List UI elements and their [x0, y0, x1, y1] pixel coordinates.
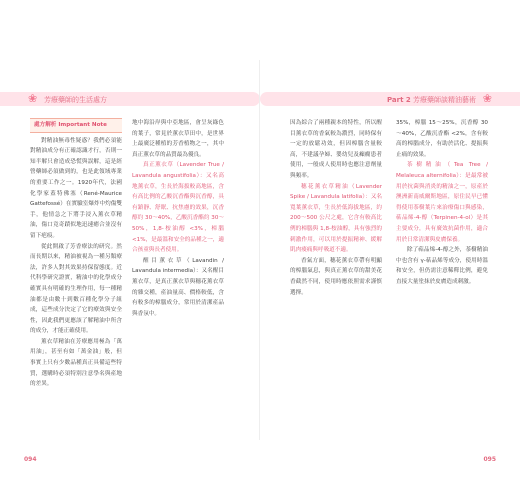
paragraph: 醒目薰衣草（Lavandin / Lavandula intermedia）：又名醒目薰衣草，是真正薰衣草與穗花薰衣草的雜交種，產油量高、價格較低，含有較多的樟腦成分，常用於清潔產品與香氛中。	[132, 257, 224, 317]
paragraph-lavender-spike: 穗花薰衣草精油（Lavender Spike / Lavandula latifolia）：又名寬葉薰衣草，生長於低海拔地區，約 200～500 公尺之處，它含有較高比例的樟腦與 1,8-桉油醇，具有強烈的刺激作用，可以用於提振精神、緩解肌肉痠痛與呼吸道不適。	[290, 183, 382, 254]
paragraph: 因為綜合了兩種親本的特性，所以醒目薰衣草的香氣較為濃烈，同時保有一定的放鬆功效，但因樟腦含量較高，不建議孕婦、嬰幼兒及癲癇患者使用，一般成人使用時也應注意劑量與頻率。	[290, 120, 382, 179]
paragraph: 薰衣草精油在芳療應用極為「萬用油」，甚至有如「萬金油」般，但事實上只有少數品種真正具備這些特質，選購時必須特別注意學名與產地的差異。	[30, 338, 122, 388]
part-label: Part 2	[386, 96, 411, 104]
paragraph: 35%，樟腦 15～25%，沉香醇 30～40%，乙酸沉香酯 <2%，含有較高的樟腦成分，有助於活化、提振與止痛的效果。	[396, 120, 488, 158]
right-page	[260, 0, 520, 500]
right-header	[387, 95, 476, 105]
left-column-2	[132, 118, 224, 448]
paragraph: 從此開啟了芳香療法的研究。然而長期以來，精油被視為一種另類療法，許多人對其效果持保留態度。近代科學研究證實，精油中的化學成分確實具有明確的生理作用，每一種精油都是由數十到數百種化學分子組成，這些成分決定了它的療效與安全性，因此我們更應該了解精油中所含的成分，才能正確使用。	[30, 243, 122, 335]
paragraph-tea-tree: 茶樹精油（Tea Tree / Melaleuca alternifolia）：是最常被用於抗菌與消炎的精油之一，原產於澳洲新南威爾斯地區，原住民早已懂得使用茶樹葉片來治療傷口與感染，萜品烯-4-醇（Terpinen-4-ol）是其主要成分，具有廣效抗菌作用，適合用於日常清潔與皮膚保養。	[396, 162, 488, 243]
paragraph: 除了萜品烯-4-醇之外，茶樹精油中也含有 γ-萜品烯等成分，使用時溫和安全，但仍需注意稀釋比例，避免直接大量塗抹於皮膚造成刺激。	[396, 247, 488, 285]
right-column-2	[396, 118, 488, 448]
paragraph: 香氣方面，穗花薰衣草帶有明顯的樟腦氣息，與真正薰衣草的甜美花香截然不同，使用時應依照需求謹慎選擇。	[290, 257, 382, 296]
right-header-title: 芳療藥師談精油藝術	[413, 96, 476, 104]
right-column-1	[290, 118, 382, 448]
left-header-title: 芳療藥師的生活處方	[44, 96, 107, 104]
paragraph: 對精油無毒性疑惑？我們必須能對精油成分有正確認識才行，否則一知半解只會造成恐慌與誤解，這是經營藥師必須做到的，也是此領域專業的重要工作之一。1920年代，法國化學家蓋特佛塞（René-Maurice Gattefossé）在實驗室爆炸中灼傷雙手，他情急之下將手浸入薰衣草精油，傷口竟奇蹟似地迅速癒合並沒有留下疤痕。	[30, 137, 122, 239]
left-page-number: 094	[24, 456, 37, 463]
important-note-label: 處方解析 Important Note	[30, 118, 122, 133]
right-page-number: 095	[483, 456, 496, 463]
paragraph: 地中海沿岸與中亞地區，會呈灰綠色的葉子，常見於薰衣草田中，是世界上最廣泛種植的芳香植物之一，其中真正薰衣草的品質最為優良。	[132, 120, 224, 158]
left-header-bar	[0, 92, 260, 106]
left-column-1	[30, 118, 122, 448]
flower-icon: ❀	[28, 92, 38, 105]
flower-icon: ❀	[482, 92, 492, 105]
paragraph-lavender-true: 真正薰衣草（Lavender True / Lavandula angustifolia）：又名高地薰衣草，生長於海拔較高地區，含有高比例的乙酸沉香酯與沉香醇，具有鎮靜、舒眠、抗焦慮的效果，沉香醇約 30～40%，乙酸沉香酯約 30～50%，1,8-桉油醇 <3%，樟腦 <1%，是最溫和安全的品種之一，適合孩童與長者使用。	[132, 162, 224, 254]
